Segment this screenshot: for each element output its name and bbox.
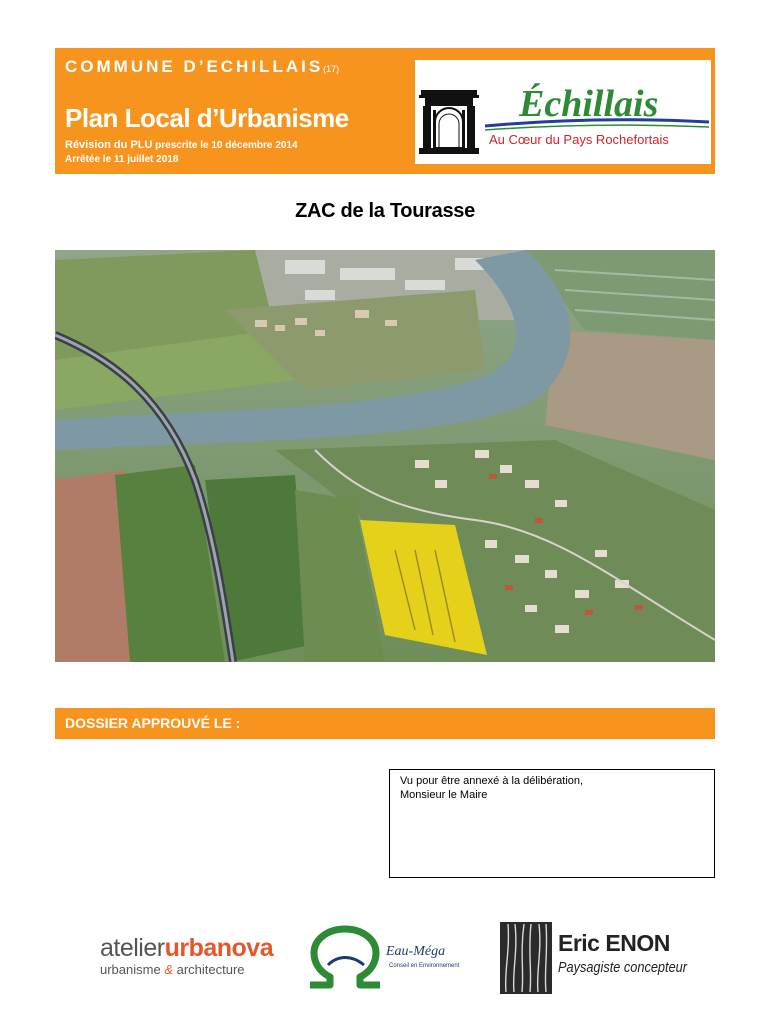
logo-tagline: Au Cœur du Pays Rochefortais: [489, 132, 669, 147]
eric-enon-sub: Paysagiste concepteur: [558, 959, 688, 976]
dept-number: (17): [323, 64, 340, 74]
dossier-band: [55, 708, 715, 739]
logo-name: Échillais: [519, 83, 659, 125]
signature-line-1: Vu pour être annexé à la délibération,: [400, 775, 584, 787]
document-title: Plan Local d’Urbanisme: [65, 103, 349, 133]
signature-line-2: Monsieur le Maire: [400, 789, 488, 801]
eau-mega-sub: Conseil en Environnement: [389, 963, 460, 969]
header-band: [55, 48, 715, 174]
echillais-logo: [415, 60, 711, 164]
commune-label: COMMUNE D’ECHILLAIS(17): [65, 57, 340, 76]
atelier-urbanova-name: atelierurbanova: [100, 934, 274, 962]
dossier-label: DOSSIER APPROUVÉ LE :: [65, 715, 241, 731]
eric-enon-name: Eric ENON: [558, 930, 670, 956]
revision-line: Révision du PLU prescrite le 10 décembre 2014: [65, 139, 298, 151]
arretee-line: Arrêtée le 11 juillet 2018: [65, 154, 179, 165]
omega-icon: [304, 925, 386, 989]
signature-box: [389, 769, 715, 878]
wood-texture-icon: [500, 922, 552, 994]
eau-mega-name: Eau-Méga: [386, 944, 446, 959]
zac-title: ZAC de la Tourasse: [295, 200, 475, 222]
atelier-urbanova-sub: urbanisme & architecture: [100, 962, 245, 977]
aerial-view-image: [55, 250, 715, 662]
aerial-photo: [55, 250, 715, 662]
